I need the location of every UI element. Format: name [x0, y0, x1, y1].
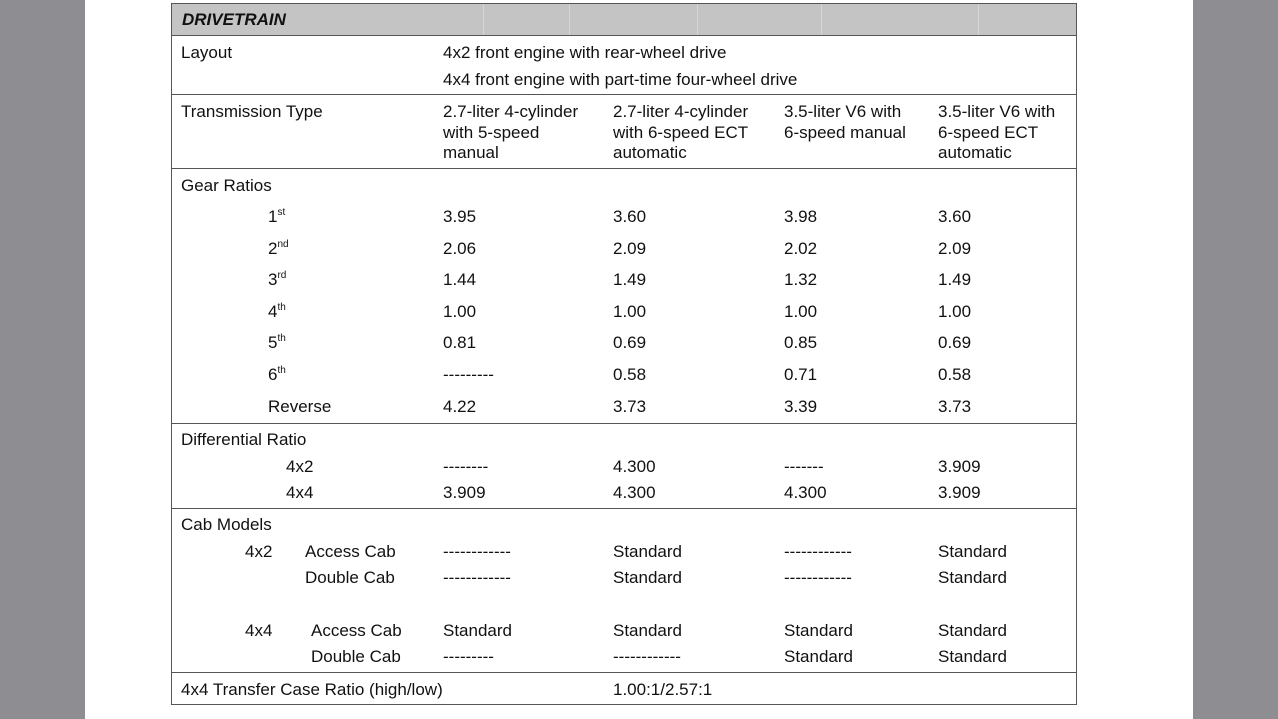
- gear-ratio-value: 2.09: [613, 238, 647, 258]
- header-divider: [697, 4, 698, 35]
- transmission-label: Transmission Type: [181, 102, 323, 121]
- header-divider: [978, 4, 979, 35]
- transfer-case-value: 1.00:1/2.57:1: [613, 680, 713, 699]
- cab-models-label: Cab Models: [181, 515, 272, 534]
- cab-drive: 4x2: [245, 542, 273, 561]
- gear-ratio-value: 2.06: [443, 238, 477, 258]
- gear-label: 5th: [268, 333, 286, 353]
- cab-availability: Standard: [938, 647, 1007, 666]
- gear-ratio-value: 0.81: [443, 333, 477, 353]
- row-divider: [172, 508, 1076, 509]
- differential-value: 4.300: [784, 483, 827, 502]
- differential-label: Differential Ratio: [181, 430, 307, 449]
- transmission-type: 2.7-liter 4-cylinder with 5-speed manual: [443, 102, 579, 162]
- cab-name: Access Cab: [305, 542, 396, 561]
- transmission-type: 3.5-liter V6 with 6-speed ECT automatic: [938, 102, 1056, 162]
- differential-value: --------: [443, 457, 489, 476]
- cab-availability: Standard: [613, 568, 682, 587]
- transmission-type: 2.7-liter 4-cylinder with 6-speed ECT automatic: [613, 102, 749, 162]
- gear-ratio-value: 0.58: [938, 365, 972, 384]
- gear-ratio-value: 1.00: [784, 301, 818, 321]
- header-divider: [569, 4, 570, 35]
- gear-ratio-value: 0.85: [784, 333, 818, 353]
- row-divider: [172, 168, 1076, 169]
- gear-ratio-value: ---------: [443, 365, 494, 384]
- gear-ratio-value: 1.49: [938, 270, 972, 290]
- gear-ratio-value: 1.00: [443, 301, 477, 321]
- transmission-type: 3.5-liter V6 with 6-speed manual: [784, 102, 906, 142]
- gear-ratio-value: 3.73: [613, 396, 647, 416]
- differential-value: -------: [784, 457, 824, 476]
- gear-ratio-value: 1.00: [613, 301, 647, 321]
- gear-ratio-value: 0.58: [613, 365, 647, 384]
- cab-availability: ------------: [443, 542, 511, 561]
- gear-ratio-value: 1.00: [938, 301, 972, 321]
- cab-availability: Standard: [613, 621, 682, 640]
- differential-value: 3.909: [443, 483, 486, 502]
- gear-ratio-value: 2.09: [938, 238, 972, 258]
- gear-ratio-value: 4.22: [443, 396, 477, 416]
- cab-drive: 4x4: [245, 621, 273, 640]
- document-page: [85, 0, 1193, 719]
- header-divider: [821, 4, 822, 35]
- cab-name: Double Cab: [311, 647, 401, 666]
- cab-availability: Standard: [784, 621, 853, 640]
- cab-availability: ------------: [784, 542, 852, 561]
- section-header: [172, 4, 1076, 36]
- gear-ratio-value: 3.73: [938, 396, 972, 416]
- differential-value: 3.909: [938, 457, 981, 476]
- gear-ratio-value: 3.95: [443, 207, 477, 226]
- gear-ratio-value: 1.44: [443, 270, 477, 290]
- differential-value: 4.300: [613, 483, 656, 502]
- transfer-case-label: 4x4 Transfer Case Ratio (high/low): [181, 680, 443, 699]
- gear-ratio-value: 1.32: [784, 270, 818, 290]
- differential-drive: 4x2: [286, 457, 314, 476]
- gear-ratio-value: 3.39: [784, 396, 818, 416]
- cab-availability: Standard: [613, 542, 682, 561]
- drivetrain-spec-table: [171, 3, 1077, 705]
- cab-name: Access Cab: [311, 621, 402, 640]
- differential-drive: 4x4: [286, 483, 314, 502]
- gear-ratio-value: 3.60: [613, 207, 647, 226]
- header-divider: [483, 4, 484, 35]
- cab-availability: Standard: [784, 647, 853, 666]
- gear-ratio-value: 0.69: [613, 333, 647, 353]
- cab-availability: Standard: [938, 621, 1007, 640]
- layout-option: 4x4 front engine with part-time four-wheel drive: [443, 70, 798, 89]
- cab-availability: ------------: [443, 568, 511, 587]
- differential-value: 3.909: [938, 483, 981, 502]
- gear-label: 4th: [268, 301, 286, 321]
- gear-ratio-value: 1.49: [613, 270, 647, 290]
- gear-ratio-value: 2.02: [784, 238, 818, 258]
- section-title: DRIVETRAIN: [182, 10, 286, 29]
- gear-ratio-value: 0.71: [784, 365, 818, 384]
- cab-name: Double Cab: [305, 568, 395, 587]
- gear-ratio-value: 0.69: [938, 333, 972, 353]
- cab-availability: Standard: [938, 542, 1007, 561]
- gear-label: 2nd: [268, 238, 289, 258]
- gear-label: 3rd: [268, 270, 287, 290]
- differential-value: 4.300: [613, 457, 656, 476]
- gear-label: 1st: [268, 207, 286, 226]
- row-divider: [172, 672, 1076, 673]
- row-divider: [172, 94, 1076, 95]
- cab-availability: Standard: [938, 568, 1007, 587]
- gear-ratio-value: 3.98: [784, 207, 818, 226]
- cab-availability: ------------: [613, 647, 681, 666]
- cab-availability: ---------: [443, 647, 494, 666]
- gear-ratio-value: 3.60: [938, 207, 972, 226]
- gear-label: Reverse: [268, 396, 332, 416]
- cab-availability: ------------: [784, 568, 852, 587]
- layout-label: Layout: [181, 43, 233, 62]
- gear-label: 6th: [268, 365, 286, 384]
- layout-option: 4x2 front engine with rear-wheel drive: [443, 43, 727, 62]
- gear-ratios-label: Gear Ratios: [181, 176, 272, 195]
- row-divider: [172, 423, 1076, 424]
- cab-availability: Standard: [443, 621, 512, 640]
